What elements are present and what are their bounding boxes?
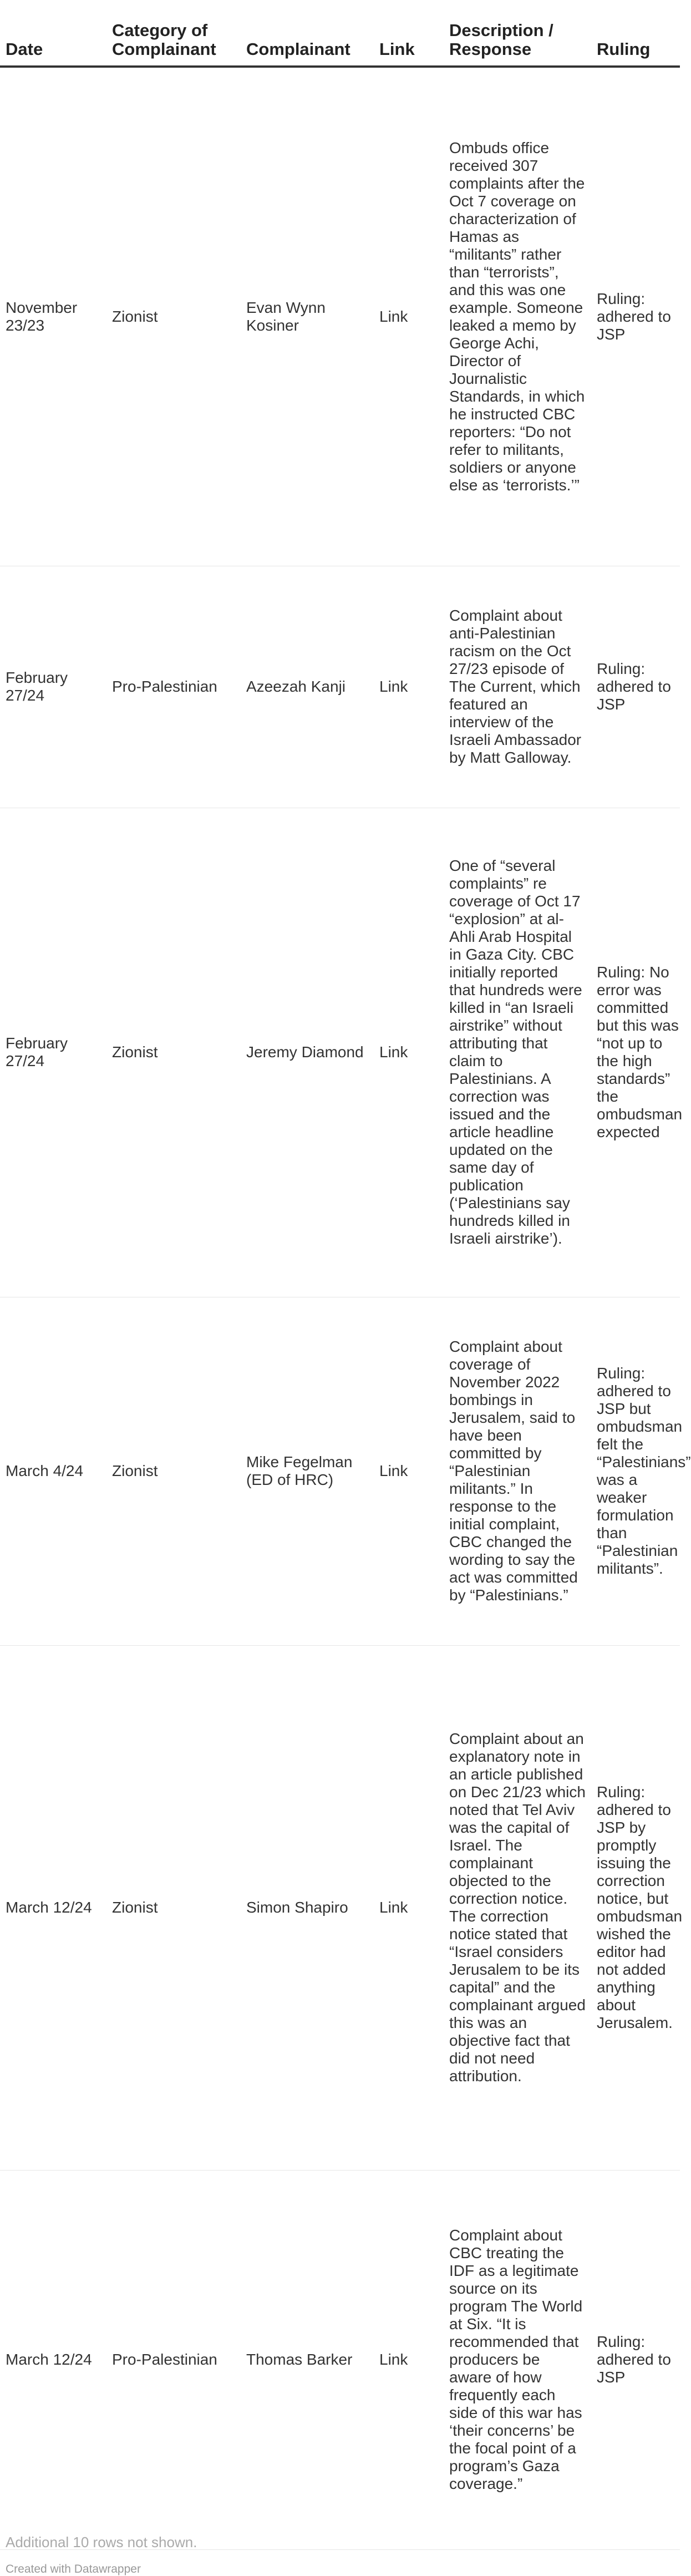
cell-ruling xyxy=(591,67,680,566)
cell-ruling xyxy=(591,808,683,1297)
cell-date: March 12/24 xyxy=(0,2170,106,2549)
cell-description: Ombuds office received 307 complaints after the Oct 7 coverage on characterization of Hamas as “militants” rather than “terrorists”, and this was one example. Someone leaked a memo by George Achi, Director of Journalistic Standards, in which he instructed CBC reporters: “Do not refer to militants, soldiers or anyone else as ‘terrorists.’” xyxy=(444,67,591,566)
cell-ruling xyxy=(591,1645,683,2170)
datawrapper-credit[interactable]: Created with Datawrapper xyxy=(6,2563,141,2575)
ruling-text: Ruling: No error was committed but this was “not up to the high standards” the ombudsman expected xyxy=(597,964,683,1140)
source-link[interactable]: Link xyxy=(379,1899,408,1916)
ruling-text: Ruling: adhered to JSP by promptly issuing the correction notice, but ombudsman wished the editor had not added anything about Jerusalem. xyxy=(597,1783,683,2031)
header-link[interactable]: Link xyxy=(374,21,444,67)
cell-complainant: Evan Wynn Kosiner xyxy=(241,67,374,566)
cell-category: Pro-Palestinian xyxy=(106,566,241,808)
table-row xyxy=(0,1297,680,1645)
cell-category: Zionist xyxy=(106,808,241,1297)
cell-description: One of “several complaints” re coverage of Oct 17 “explosion” at al-Ahli Arab Hospital in Gaza City. CBC initially reported that hundreds were killed in “an Israeli airstrike” without attributing that claim to Palestinians. A correction was issued and the article headline updated on the same day of publication (‘Palestinians say hundreds killed in Israeli airstrike’). xyxy=(444,808,591,1297)
table-header-row xyxy=(0,21,680,67)
cell-link xyxy=(374,67,444,566)
cell-date: February 27/24 xyxy=(0,808,106,1297)
cell-category: Zionist xyxy=(106,1645,241,2170)
header-date[interactable]: Date xyxy=(0,21,106,67)
table-row xyxy=(0,566,680,808)
ruling-text: Ruling: adhered to JSP xyxy=(597,660,671,713)
header-description[interactable]: Description / Response xyxy=(444,21,591,67)
cell-complainant: Azeezah Kanji xyxy=(241,566,374,808)
ruling-text: Ruling: adhered to JSP xyxy=(597,2333,671,2386)
cell-description: Complaint about coverage of November 2022 bombings in Jerusalem, said to have been committed by “Palestinian militants.” In response to the initial complaint, CBC changed the wording to say the act was committed by “Palestinians.” xyxy=(444,1297,591,1645)
header-category[interactable]: Category of Complainant xyxy=(106,21,241,67)
source-link[interactable]: Link xyxy=(379,1462,408,1479)
cell-category: Zionist xyxy=(106,1297,241,1645)
cell-description: Complaint about an explanatory note in an article published on Dec 21/23 which noted that Tel Aviv was the capital of Israel. The complainant objected to the correction notice. The correction notice stated that “Israel considers Jerusalem to be its capital” and the complainant argued this was an objective fact that did not need attribution. xyxy=(444,1645,591,2170)
cell-description: Complaint about anti-Palestinian racism on the Oct 27/23 episode of The Current, which featured an interview of the Israeli Ambassador by Matt Galloway. xyxy=(444,566,591,808)
cell-link xyxy=(374,1645,444,2170)
cell-link xyxy=(374,2170,444,2549)
table-row xyxy=(0,1645,680,2170)
cell-ruling xyxy=(591,1297,691,1645)
header-ruling[interactable]: Ruling xyxy=(591,21,680,67)
source-link[interactable]: Link xyxy=(379,307,408,325)
cell-link xyxy=(374,808,444,1297)
cell-date: November 23/23 xyxy=(0,67,106,566)
cell-category: Zionist xyxy=(106,67,241,566)
cell-complainant: Thomas Barker xyxy=(241,2170,374,2549)
cell-ruling xyxy=(591,566,680,808)
table-row xyxy=(0,2170,680,2549)
cell-complainant: Simon Shapiro xyxy=(241,1645,374,2170)
source-link[interactable]: Link xyxy=(379,678,408,695)
cell-link xyxy=(374,566,444,808)
cell-ruling xyxy=(591,2170,680,2549)
cell-description: Complaint about CBC treating the IDF as a legitimate source on its program The World at Six. “It is recommended that producers be aware of how frequently each side of this war has ‘their concerns’ be the focal point of a program’s Gaza coverage.” xyxy=(444,2170,591,2549)
header-complainant[interactable]: Complainant xyxy=(241,21,374,67)
ruling-text: Ruling: adhered to JSP xyxy=(597,290,671,343)
cell-complainant: Mike Fegelman (ED of HRC) xyxy=(241,1297,374,1645)
table-row xyxy=(0,67,680,566)
source-link[interactable]: Link xyxy=(379,2351,408,2368)
cell-date: March 4/24 xyxy=(0,1297,106,1645)
table-row xyxy=(0,808,680,1297)
cell-date: March 12/24 xyxy=(0,1645,106,2170)
cell-category: Pro-Palestinian xyxy=(106,2170,241,2549)
cell-link xyxy=(374,1297,444,1645)
cell-complainant: Jeremy Diamond xyxy=(241,808,374,1297)
source-link[interactable]: Link xyxy=(379,1043,408,1061)
complaints-table xyxy=(0,21,691,2550)
rows-hidden-note: Additional 10 rows not shown. xyxy=(6,2534,197,2550)
cell-date: February 27/24 xyxy=(0,566,106,808)
ruling-text: Ruling: adhered to JSP but ombudsman felt the “Palestinians” was a weaker formulation than “Palestinian militants”. xyxy=(597,1365,691,1577)
